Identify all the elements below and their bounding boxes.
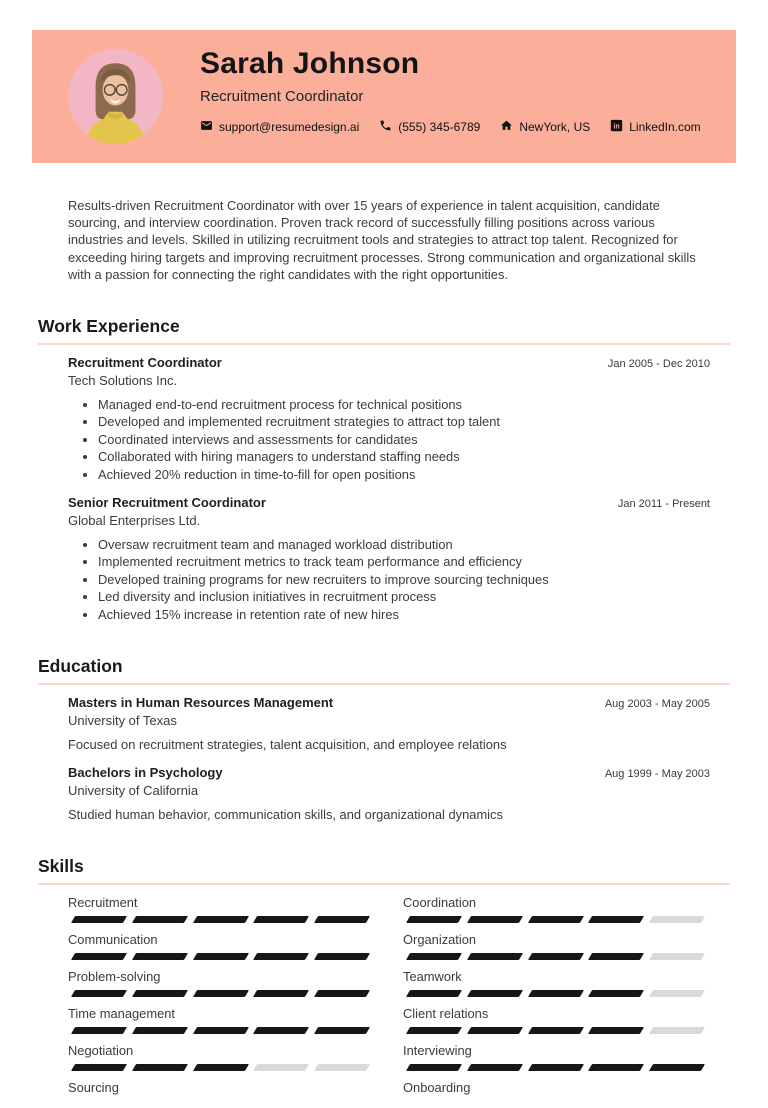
bullet-item: • Oversaw recruitment team and managed workload distribution bbox=[98, 536, 710, 553]
date-range: Aug 2003 - May 2005 bbox=[604, 698, 710, 711]
skill-bar-segment bbox=[588, 1064, 644, 1071]
bullet-list bbox=[68, 396, 710, 483]
person-job-title: Recruitment Coordinator bbox=[200, 88, 364, 105]
bullet-item: • Led diversity and inclusion initiatives in recruitment process bbox=[98, 588, 710, 605]
skill-item bbox=[403, 969, 708, 997]
bullet-list bbox=[68, 536, 710, 623]
skill-bar-segment bbox=[314, 1027, 370, 1034]
skill-item bbox=[403, 895, 708, 923]
company-name: Global Enterprises Ltd. bbox=[68, 513, 201, 529]
education-entry-titles bbox=[68, 695, 333, 729]
education-entries bbox=[68, 695, 710, 823]
work-entry-titles bbox=[68, 355, 222, 389]
skill-label: Client relations bbox=[403, 1006, 489, 1022]
skill-bar-segment bbox=[406, 1064, 462, 1071]
skill-bar-segment bbox=[132, 916, 188, 923]
education-description: Studied human behavior, communication skills, and organizational dynamics bbox=[68, 807, 503, 823]
skill-bar-segment bbox=[253, 953, 309, 960]
skill-bar-segment bbox=[253, 916, 309, 923]
skill-bar bbox=[403, 1027, 708, 1034]
skill-item bbox=[68, 932, 373, 960]
section-divider bbox=[38, 683, 730, 685]
contact-text: (555) 345-6789 bbox=[398, 120, 481, 134]
work-experience-entries bbox=[68, 355, 710, 623]
skill-bar bbox=[403, 953, 708, 960]
skill-bar-segment bbox=[467, 1027, 523, 1034]
skill-item bbox=[68, 895, 373, 923]
skill-label: Onboarding bbox=[403, 1080, 471, 1096]
skill-bar-segment bbox=[649, 990, 705, 997]
work-entry-titles bbox=[68, 495, 266, 529]
skill-bar-segment bbox=[588, 990, 644, 997]
skill-label: Interviewing bbox=[403, 1043, 472, 1059]
education-entry-header bbox=[68, 765, 710, 799]
skill-bar-segment bbox=[467, 916, 523, 923]
contact-item bbox=[500, 119, 590, 135]
job-role: Senior Recruitment Coordinator bbox=[68, 495, 266, 511]
skill-bar bbox=[403, 1101, 708, 1108]
skill-item bbox=[403, 1043, 708, 1071]
work-experience-title: Work Experience bbox=[38, 316, 180, 337]
skill-item bbox=[68, 1006, 373, 1034]
skill-bar-segment bbox=[193, 990, 249, 997]
skill-label: Teamwork bbox=[403, 969, 462, 985]
skill-bar-segment bbox=[253, 990, 309, 997]
skill-bar-segment bbox=[314, 1064, 370, 1071]
svg-text:in: in bbox=[613, 123, 620, 131]
skill-label: Organization bbox=[403, 932, 477, 948]
email-icon bbox=[200, 119, 213, 135]
skill-bar-segment bbox=[528, 1027, 584, 1034]
bullet-item: • Coordinated interviews and assessments for candidates bbox=[98, 431, 710, 448]
skill-bar-segment bbox=[193, 1027, 249, 1034]
skill-bar-segment bbox=[528, 953, 584, 960]
skill-bar-segment bbox=[649, 953, 705, 960]
work-entry-header bbox=[68, 355, 710, 389]
date-range: Aug 1999 - May 2003 bbox=[604, 768, 710, 781]
skill-item bbox=[68, 1080, 373, 1108]
section-work-experience bbox=[0, 315, 768, 623]
skill-bar-segment bbox=[406, 916, 462, 923]
section-skills bbox=[0, 855, 768, 1108]
skill-bar bbox=[403, 916, 708, 923]
skill-label: Coordination bbox=[403, 895, 477, 911]
skill-bar-segment bbox=[132, 1064, 188, 1071]
skill-label: Time management bbox=[68, 1006, 175, 1022]
skill-item bbox=[68, 969, 373, 997]
skill-bar-segment bbox=[71, 990, 127, 997]
work-entry bbox=[68, 495, 710, 623]
bullet-item: • Developed training programs for new recruiters to improve sourcing techniques bbox=[98, 571, 710, 588]
skill-bar-segment bbox=[193, 1064, 249, 1071]
skill-bar-segment bbox=[649, 1027, 705, 1034]
skill-bar-segment bbox=[588, 1027, 644, 1034]
skills-grid bbox=[68, 895, 708, 1108]
skill-bar-segment bbox=[528, 990, 584, 997]
skill-bar-segment bbox=[314, 953, 370, 960]
school-name: University of Texas bbox=[68, 713, 177, 729]
avatar-illustration bbox=[68, 49, 163, 144]
bullet-item: • Achieved 20% reduction in time-to-fill for open positions bbox=[98, 466, 710, 483]
skill-label: Communication bbox=[68, 932, 158, 948]
contact-item bbox=[379, 119, 480, 135]
skill-bar bbox=[68, 953, 373, 960]
contact-text: LinkedIn.com bbox=[629, 120, 701, 134]
skill-bar-segment bbox=[588, 953, 644, 960]
skills-title: Skills bbox=[38, 856, 84, 877]
education-entry bbox=[68, 765, 710, 823]
skill-item bbox=[403, 1006, 708, 1034]
skill-bar-segment bbox=[528, 1064, 584, 1071]
header-info bbox=[200, 46, 701, 135]
avatar bbox=[68, 49, 163, 144]
skill-bar-segment bbox=[71, 1064, 127, 1071]
skill-bar bbox=[403, 1064, 708, 1071]
skill-bar-segment bbox=[314, 916, 370, 923]
education-entry-titles bbox=[68, 765, 223, 799]
degree-name: Masters in Human Resources Management bbox=[68, 695, 334, 711]
skill-bar-segment bbox=[467, 1064, 523, 1071]
degree-name: Bachelors in Psychology bbox=[68, 765, 223, 781]
skill-bar bbox=[68, 1101, 373, 1108]
skill-bar-segment bbox=[406, 953, 462, 960]
contact-text: support@resumedesign.ai bbox=[219, 120, 360, 134]
contact-text: NewYork, US bbox=[519, 120, 591, 134]
skill-bar-segment bbox=[193, 916, 249, 923]
work-entry-header bbox=[68, 495, 710, 529]
skill-bar-segment bbox=[467, 990, 523, 997]
education-description: Focused on recruitment strategies, talent acquisition, and employee relations bbox=[68, 737, 507, 753]
education-entry-header bbox=[68, 695, 710, 729]
education-title: Education bbox=[38, 656, 123, 677]
bullet-item: • Collaborated with hiring managers to understand staffing needs bbox=[98, 448, 710, 465]
skill-bar bbox=[68, 916, 373, 923]
company-name: Tech Solutions Inc. bbox=[68, 373, 178, 389]
skill-bar-segment bbox=[406, 990, 462, 997]
date-range: Jan 2005 - Dec 2010 bbox=[607, 358, 710, 371]
bullet-item: • Developed and implemented recruitment strategies to attract top talent bbox=[98, 413, 710, 430]
skill-bar-segment bbox=[649, 1064, 705, 1071]
skill-bar-segment bbox=[406, 1027, 462, 1034]
school-name: University of California bbox=[68, 783, 199, 799]
skill-bar bbox=[68, 1027, 373, 1034]
skill-bar-segment bbox=[193, 953, 249, 960]
skill-bar-segment bbox=[253, 1064, 309, 1071]
skill-bar-segment bbox=[132, 990, 188, 997]
section-divider bbox=[38, 883, 730, 885]
skill-bar-segment bbox=[71, 953, 127, 960]
skill-bar-segment bbox=[528, 916, 584, 923]
skill-bar-segment bbox=[71, 916, 127, 923]
linkedin-icon bbox=[610, 119, 623, 135]
skill-label: Sourcing bbox=[68, 1080, 119, 1096]
contact-item bbox=[610, 119, 700, 135]
header-band bbox=[32, 30, 736, 163]
skill-label: Problem-solving bbox=[68, 969, 161, 985]
work-entry bbox=[68, 355, 710, 483]
skill-bar-segment bbox=[649, 916, 705, 923]
contact-row bbox=[200, 119, 701, 135]
bullet-item: • Managed end-to-end recruitment process for technical positions bbox=[98, 396, 710, 413]
skill-bar-segment bbox=[132, 1027, 188, 1034]
skill-bar-segment bbox=[253, 1027, 309, 1034]
skill-bar bbox=[68, 990, 373, 997]
section-education bbox=[0, 655, 768, 823]
home-icon bbox=[500, 119, 513, 135]
summary-paragraph: Results-driven Recruitment Coordinator with over 15 years of experience in talent acquisition, candidate sourcing, and interview coordination. Proven track record of successfully filling positions across various industries and levels. Skilled in utilizing recruitment tools and strategies to attract top talent. Recognized for exceeding hiring targets and improving recruitment processes. Strong communication and organizational skills with a passion for connecting the right candidates with the right opportunities. bbox=[68, 198, 696, 282]
skill-item bbox=[68, 1043, 373, 1071]
skill-item bbox=[403, 1080, 708, 1108]
section-divider bbox=[38, 343, 730, 345]
skill-bar bbox=[68, 1064, 373, 1071]
phone-icon bbox=[379, 119, 392, 135]
bullet-item: • Achieved 15% increase in retention rate of new hires bbox=[98, 606, 710, 623]
skill-label: Negotiation bbox=[68, 1043, 134, 1059]
skill-bar-segment bbox=[588, 916, 644, 923]
skill-bar-segment bbox=[71, 1027, 127, 1034]
contact-item bbox=[200, 119, 359, 135]
skill-bar-segment bbox=[314, 990, 370, 997]
skill-bar-segment bbox=[467, 953, 523, 960]
skill-label: Recruitment bbox=[68, 895, 138, 911]
bullet-item: • Implemented recruitment metrics to track team performance and efficiency bbox=[98, 553, 710, 570]
skill-bar bbox=[403, 990, 708, 997]
education-entry bbox=[68, 695, 710, 753]
skill-item bbox=[403, 932, 708, 960]
job-role: Recruitment Coordinator bbox=[68, 355, 222, 371]
date-range: Jan 2011 - Present bbox=[617, 498, 710, 511]
person-name: Sarah Johnson bbox=[200, 47, 420, 80]
skill-bar-segment bbox=[132, 953, 188, 960]
